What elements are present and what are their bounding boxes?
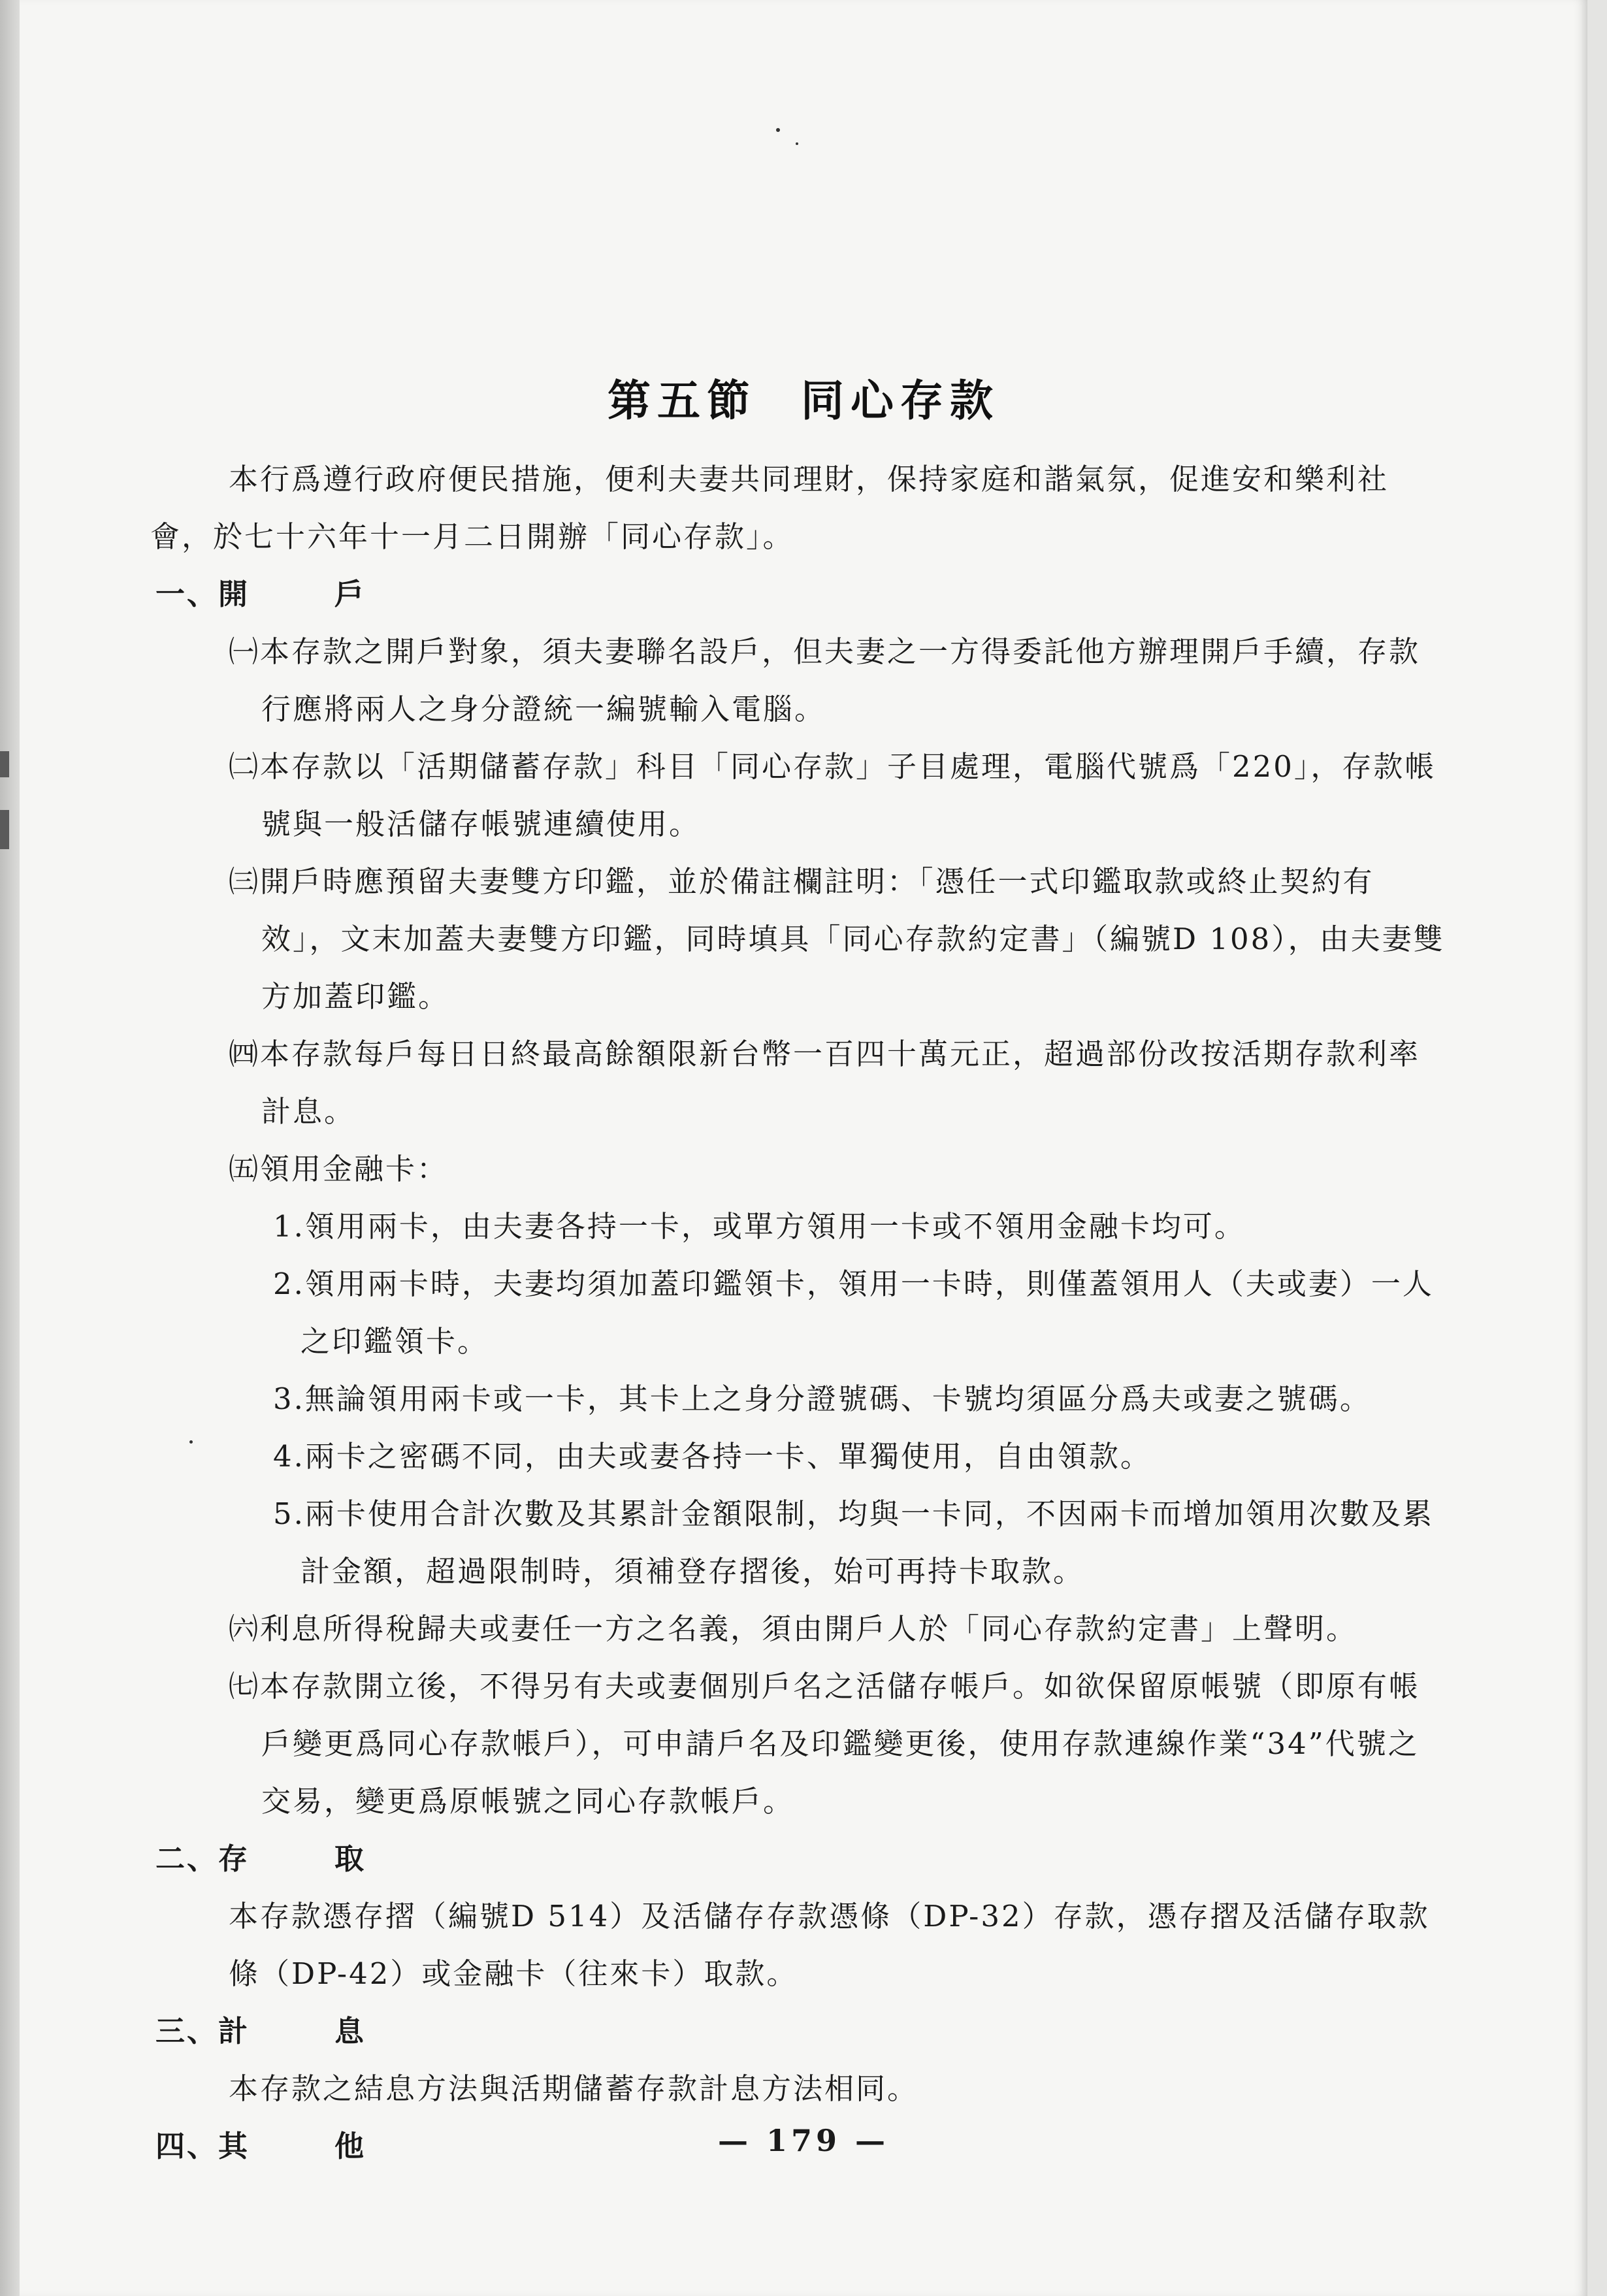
deposit-paragraph: 本存款憑存摺（編號D 514）及活儲存存款憑條（DP-32）存款，憑存摺及活儲存取款條（DP-42）或金融卡（往來卡）取款。 xyxy=(229,1899,1430,1991)
card-rule: 4.兩卡之密碼不同，由夫或妻各持一卡、單獨使用，自由領款。 xyxy=(273,1439,1152,1474)
card-rule: 3.無論領用兩卡或一卡，其卡上之身分證號碼、卡號均須區分爲夫或妻之號碼。 xyxy=(273,1382,1371,1416)
document-page xyxy=(20,0,1587,2296)
card-rule: 2.領用兩卡時，夫妻均須加蓋印鑑領卡，領用一卡時，則僅蓋領用人（夫或妻）一人之印鑑領卡。 xyxy=(273,1267,1434,1359)
list-item: ㈤領用金融卡： xyxy=(229,1152,449,1186)
intro-paragraph: 本行爲遵行政府便民措施，便利夫妻共同理財，保持家庭和諧氣氛，促進安和樂利社會，於七十六年十一月二日開辦「同心存款」。 xyxy=(150,462,1389,554)
scan-mark xyxy=(0,810,9,849)
dust-speck xyxy=(776,128,780,132)
list-item: ㈠本存款之開戶對象，須夫妻聯名設戶，但夫妻之一方得委託他方辦理開戶手續，存款行應將兩人之身分證統一編號輸入電腦。 xyxy=(229,634,1421,726)
page-number: — 179 — xyxy=(717,2123,890,2158)
list-item: ㈡本存款以「活期儲蓄存款」科目「同心存款」子目處理，電腦代號爲「220」，存款帳號與一般活儲存帳號連續使用。 xyxy=(229,749,1437,841)
list-item: ㈣本存款每戶每日日終最高餘額限新台幣一百四十萬元正，超過部份改按活期存款利率計息。 xyxy=(229,1037,1421,1129)
heading-interest: 三、計 息 xyxy=(155,2014,366,2048)
section-title xyxy=(20,366,1587,428)
heading-other: 四、其 他 xyxy=(155,2129,366,2163)
section-title-number: 第五節 xyxy=(608,375,756,426)
dust-speck xyxy=(796,142,798,145)
list-item: ㈥利息所得稅歸夫或妻任一方之名義，須由開戶人於「同心存款約定書」上聲明。 xyxy=(229,1611,1358,1646)
card-rule: 1.領用兩卡，由夫妻各持一卡，或單方領用一卡或不領用金融卡均可。 xyxy=(273,1209,1246,1244)
section-title-name: 同心存款 xyxy=(801,375,999,426)
scan-edge xyxy=(0,0,20,2296)
interest-paragraph: 本存款之結息方法與活期儲蓄存款計息方法相同。 xyxy=(229,2071,919,2106)
heading-deposit-withdrawal: 二、存 取 xyxy=(155,1841,366,1876)
list-item: ㈦本存款開立後，不得另有夫或妻個別戶名之活儲存帳戶。如欲保留原帳號（即原有帳戶變更爲同心存款帳戶），可申請戶名及印鑑變更後，使用存款連線作業“34”代號之交易，變更爲原帳號之同心存款帳戶。 xyxy=(229,1669,1421,1819)
document-body xyxy=(150,451,1450,2175)
scan-mark xyxy=(0,751,9,777)
card-rule: 5.兩卡使用合計次數及其累計金額限制，均與一卡同，不因兩卡而增加領用次數及累計金額，超過限制時，須補登存摺後，始可再持卡取款。 xyxy=(273,1496,1434,1589)
list-item: ㈢開戶時應預留夫妻雙方印鑑，並於備註欄註明：「憑任一式印鑑取款或終止契約有效」，文末加蓋夫妻雙方印鑑，同時填具「同心存款約定書」（編號D 108），由夫妻雙方加蓋印鑑。 xyxy=(229,864,1445,1014)
heading-open-account: 一、開 戶 xyxy=(155,577,366,611)
